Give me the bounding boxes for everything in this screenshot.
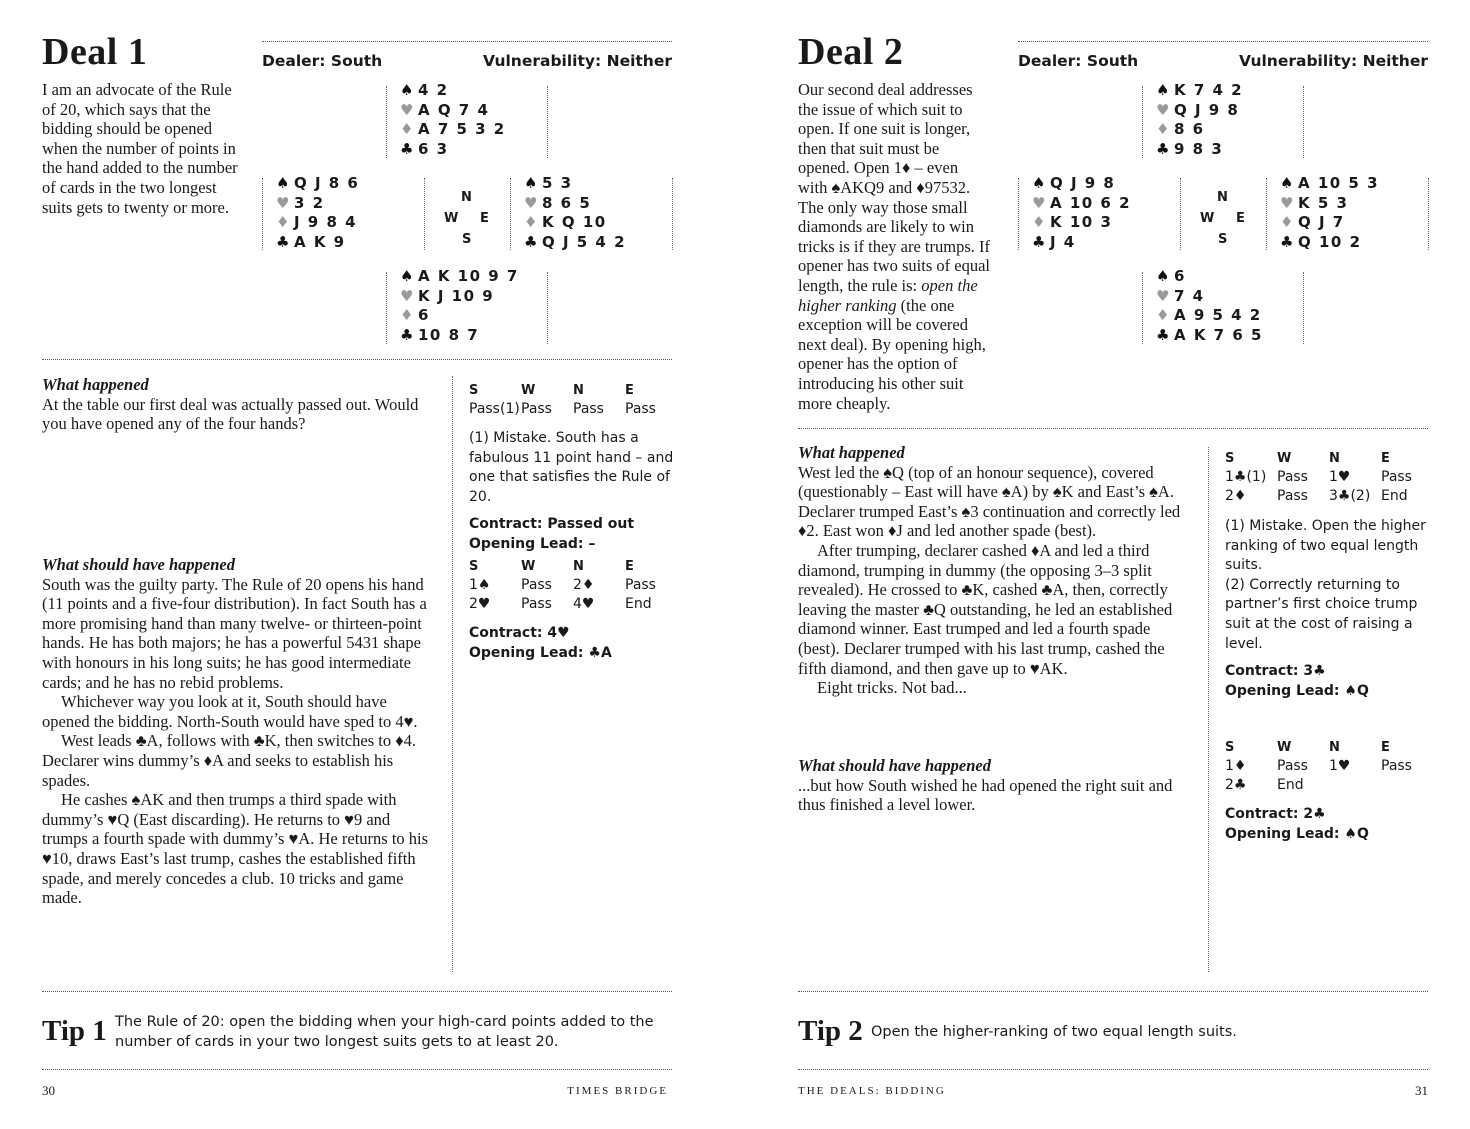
auction-bid: Pass — [1381, 468, 1412, 485]
column-divider — [452, 376, 453, 972]
heart-icon: ♥ — [524, 193, 538, 212]
auction-table — [469, 557, 677, 616]
east-spades: A 10 5 3 — [1298, 174, 1380, 192]
tip-rule — [42, 991, 672, 992]
south-spades: A K 10 9 7 — [418, 267, 519, 285]
south-clubs: 10 8 7 — [418, 325, 480, 344]
west-hand — [276, 174, 359, 252]
east-hand — [1280, 174, 1379, 252]
spade-icon: ♠ — [1156, 267, 1170, 285]
diamond-icon: ♦ — [1156, 306, 1170, 324]
column-divider — [1208, 447, 1209, 972]
what-happened-section — [798, 443, 1190, 698]
west-spades: Q J 9 8 — [1050, 174, 1116, 192]
deal-title: Deal 2 — [798, 31, 904, 73]
auction-bid: Pass — [1277, 468, 1308, 485]
divider — [1266, 178, 1267, 250]
north-hand — [400, 81, 506, 159]
north-clubs: 9 8 3 — [1174, 139, 1224, 158]
west-diamonds: K 10 3 — [1050, 213, 1113, 231]
section-heading: What should have happened — [798, 756, 991, 775]
north-diamonds: A 7 5 3 2 — [418, 120, 506, 138]
auction-header: N — [1329, 740, 1340, 756]
east-diamonds: Q J 7 — [1298, 213, 1345, 231]
paragraph: West led the ♠Q (top of an honour sequence), covered (questionably – East will have ♠A) by ♠K and East’s ♠A. Declarer trumped East’s ♠3 continuation and correctly led ♦2. East won ♦J and led another spade (best). — [798, 462, 1181, 541]
divider — [1428, 178, 1429, 250]
running-head: TIMES BRIDGE — [567, 1085, 668, 1097]
auction-bid: Pass — [1277, 757, 1308, 774]
should-have-section — [798, 756, 1190, 815]
auction-bid: 1♥ — [1329, 468, 1351, 485]
club-icon: ♣ — [1280, 232, 1294, 251]
auction-bid — [1329, 777, 1381, 797]
auction-bid: 2♥ — [469, 596, 491, 612]
auction-bid: 1♣(1) — [1225, 468, 1267, 485]
spade-icon: ♠ — [276, 174, 290, 192]
auction-header: S — [469, 559, 479, 575]
spade-icon: ♠ — [400, 81, 414, 99]
heart-icon: ♥ — [1156, 286, 1170, 305]
spade-icon: ♠ — [400, 267, 414, 285]
opening-lead: Opening Lead: ♠Q — [1225, 825, 1369, 842]
heart-icon: ♥ — [1156, 100, 1170, 119]
heart-icon: ♥ — [400, 100, 414, 119]
section-rule — [798, 428, 1428, 429]
south-spades: 6 — [1174, 267, 1186, 285]
auction-notes — [469, 624, 674, 663]
auction-notes — [1225, 805, 1430, 844]
paragraph: After trumping, declarer cashed ♦A and led a third diamond, trumping in dummy (the opposing 3–3 split revealed). He crossed to ♣K, cashed ♣A, then, correctly leaving the master ♣Q outstanding, he led an established diamond winner. East trumped and led a fourth spade (best). Declarer trumped with his last trump, cashed the fifth diamond, and then gave up to ♥AK. — [798, 540, 1173, 678]
heart-icon: ♥ — [400, 286, 414, 305]
intro-emphasis: open the higher ranking — [798, 275, 978, 315]
south-hand — [400, 267, 519, 345]
divider — [424, 178, 425, 250]
vulnerability-label: Vulnerability: Neither — [483, 52, 672, 70]
auction-header: W — [521, 559, 536, 575]
north-hand — [1156, 81, 1243, 159]
auction-bid: 1♦ — [1225, 757, 1247, 774]
diamond-icon: ♦ — [524, 213, 538, 231]
compass-south: S — [462, 232, 472, 247]
intro-part: (the one exception will be covered next deal). By opening high, opener has the option of introducing his other suit more cheaply. — [798, 295, 986, 413]
compass-north: N — [461, 190, 472, 205]
north-diamonds: 8 6 — [1174, 120, 1205, 138]
west-diamonds: J 9 8 4 — [294, 213, 358, 231]
auction-bid: 1♠ — [469, 576, 491, 593]
divider — [386, 86, 387, 158]
north-hearts: A Q 7 4 — [418, 100, 490, 119]
club-icon: ♣ — [400, 325, 414, 344]
opening-lead: Opening Lead: ♣A — [469, 644, 612, 661]
auction-bid: Pass — [1381, 757, 1412, 774]
deal-title: Deal 1 — [42, 31, 148, 73]
auction-bid: Pass — [573, 400, 604, 417]
divider — [1018, 178, 1019, 250]
compass-south: S — [1218, 232, 1228, 247]
paragraph: West leads ♣A, follows with ♣K, then switches to ♦4. Declarer wins dummy’s ♦A and seeks to establish his spades. — [42, 731, 417, 790]
auction-header: E — [1381, 740, 1390, 756]
auction-bid: 2♦ — [1225, 488, 1247, 504]
west-clubs: J 4 — [1050, 232, 1076, 251]
page-number: 31 — [1415, 1083, 1428, 1098]
auction-bid: 1♥ — [1329, 757, 1351, 774]
auction-header: S — [469, 383, 479, 399]
east-hearts: K 5 3 — [1298, 193, 1349, 212]
spade-icon: ♠ — [1280, 174, 1294, 192]
auction-header: W — [521, 383, 536, 399]
east-hand — [524, 174, 626, 252]
auction-bid: Pass — [625, 576, 656, 593]
auction-bid: 4♥ — [573, 596, 595, 612]
south-hearts: 7 4 — [1174, 286, 1205, 305]
north-hearts: Q J 9 8 — [1174, 100, 1240, 119]
paragraph: South was the guilty party. The Rule of 20 opens his hand (11 points and a five-four distribution). In fact South has a more promising hand than many twelve- or thirteen-point hands. He has both majors; he has a powerful 5431 shape with honours in his long suits; he has good intermediate cards; and he has no rebid problems. — [42, 574, 427, 692]
intro-text: I am an advocate of the Rule of 20, which says that the bidding should be opened when the number of points in the hand added to the number of cards in the two longest suits gets to twenty or more. — [42, 80, 238, 217]
running-head: THE DEALS: BIDDING — [798, 1085, 946, 1097]
auction-header: E — [625, 559, 634, 575]
header-rule — [262, 41, 672, 42]
south-hearts: K J 10 9 — [418, 286, 495, 305]
east-hearts: 8 6 5 — [542, 193, 592, 212]
north-spades: K 7 4 2 — [1174, 81, 1244, 99]
diamond-icon: ♦ — [1156, 120, 1170, 138]
contract: Contract: 2♣ — [1225, 806, 1326, 822]
auction-header: W — [1277, 451, 1292, 467]
auction-header: N — [1329, 451, 1340, 467]
west-spades: Q J 8 6 — [294, 174, 360, 192]
tip-label: Tip 1 — [42, 1015, 107, 1047]
should-have-section — [42, 555, 434, 908]
auction-bid: End — [1277, 777, 1304, 793]
auction-header: W — [1277, 740, 1292, 756]
divider — [510, 178, 511, 250]
paragraph: He cashes ♠AK and then trumps a third spade with dummy’s ♥Q (East discarding). He returns to ♥9 and trumps a fourth spade with dummy’s ♥A. He returns to his ♥10, draws East’s last trump, cashes the established fifth spade, and merely concedes a club. 10 tricks and game made. — [42, 790, 429, 908]
compass-north: N — [1217, 190, 1228, 205]
intro-text — [798, 80, 990, 413]
auction-bid: End — [1381, 488, 1408, 504]
east-clubs: Q J 5 4 2 — [542, 232, 627, 251]
compass-east: E — [480, 211, 489, 226]
auction-bid: Pass — [625, 400, 656, 417]
diamond-icon: ♦ — [1032, 213, 1046, 231]
auction-table — [1225, 449, 1433, 508]
auction-header: S — [1225, 740, 1235, 756]
opening-lead: Opening Lead: – — [469, 535, 596, 552]
auction-notes — [469, 429, 674, 555]
divider — [547, 86, 548, 158]
what-happened-section — [42, 375, 432, 434]
section-heading: What happened — [42, 375, 149, 394]
divider — [1180, 178, 1181, 250]
auction-notes — [1225, 517, 1430, 701]
north-clubs: 6 3 — [418, 139, 449, 158]
paragraph: Eight tricks. Not bad... — [817, 678, 967, 698]
auction-bid: Pass — [1277, 488, 1308, 504]
auction-bid: 2♣ — [1225, 777, 1247, 793]
south-clubs: A K 7 6 5 — [1174, 325, 1263, 344]
auction-table — [1225, 738, 1433, 797]
auction-bid: End — [625, 596, 652, 612]
right-page — [735, 0, 1470, 1129]
paragraph: Whichever way you look at it, South should have opened the bidding. North-South would have sped to 4♥. — [42, 692, 418, 731]
auction-bid: Pass — [521, 400, 552, 417]
divider — [1142, 272, 1143, 344]
dealer-label: Dealer: South — [1018, 52, 1139, 70]
heart-icon: ♥ — [276, 193, 290, 212]
tip-rule — [798, 991, 1428, 992]
dealer-label: Dealer: South — [262, 52, 383, 70]
south-hand — [1156, 267, 1263, 345]
intro-part: Our second deal addresses the issue of which suit to open. If one suit is longer, then that suit must be opened. Open 1♦ – even with ♠AKQ9 and ♦97532. The only way those small diamonds are likely to win tricks is if they are trumps. If opener has two suits of equal length, the rule is: — [798, 80, 990, 295]
heart-icon: ♥ — [1032, 193, 1046, 212]
note: (1) Mistake. Open the higher ranking of two equal length suits. — [1225, 518, 1426, 574]
club-icon: ♣ — [1156, 139, 1170, 158]
south-diamonds: 6 — [418, 306, 430, 324]
auction-bid: Pass — [521, 596, 552, 612]
club-icon: ♣ — [1156, 325, 1170, 344]
diamond-icon: ♦ — [1280, 213, 1294, 231]
compass-east: E — [1236, 211, 1245, 226]
spade-icon: ♠ — [524, 174, 538, 192]
diamond-icon: ♦ — [400, 306, 414, 324]
divider — [1142, 86, 1143, 158]
diamond-icon: ♦ — [276, 213, 290, 231]
contract: Contract: Passed out — [469, 516, 635, 533]
section-rule — [42, 359, 672, 360]
page-number: 30 — [42, 1083, 55, 1098]
tip-rule — [42, 1069, 672, 1070]
section-heading: What should have happened — [42, 555, 235, 574]
north-spades: 4 2 — [418, 81, 449, 99]
section-heading: What happened — [798, 443, 905, 462]
auction-header: N — [573, 383, 584, 399]
club-icon: ♣ — [276, 232, 290, 251]
tip-text: The Rule of 20: open the bidding when your high-card points added to the number of cards in your two longest suits gets to at least 20. — [115, 1014, 654, 1050]
spade-icon: ♠ — [1032, 174, 1046, 192]
compass-west: W — [1200, 211, 1215, 226]
tip-label: Tip 2 — [798, 1015, 863, 1047]
club-icon: ♣ — [400, 139, 414, 158]
paragraph: At the table our first deal was actually passed out. Would you have opened any of the four hands? — [42, 394, 419, 434]
heart-icon: ♥ — [1280, 193, 1294, 212]
auction-bid — [1381, 777, 1433, 797]
divider — [547, 272, 548, 344]
auction-header: E — [1381, 451, 1390, 467]
auction-bid: Pass — [521, 576, 552, 593]
diamond-icon: ♦ — [400, 120, 414, 138]
spade-icon: ♠ — [1156, 81, 1170, 99]
east-clubs: Q 10 2 — [1298, 232, 1362, 251]
auction-bid: 3♣(2) — [1329, 488, 1371, 504]
note: (1) Mistake. South has a fabulous 11 point hand – and one that satisfies the Rule of 20. — [469, 430, 674, 505]
auction-bid: 2♦ — [573, 576, 595, 593]
divider — [672, 178, 673, 250]
west-hearts: 3 2 — [294, 193, 325, 212]
auction-header: N — [573, 559, 584, 575]
compass-west: W — [444, 211, 459, 226]
auction-table — [469, 381, 677, 420]
west-clubs: A K 9 — [294, 232, 346, 251]
divider — [386, 272, 387, 344]
vulnerability-label: Vulnerability: Neither — [1239, 52, 1428, 70]
header-rule — [1018, 41, 1428, 42]
contract: Contract: 4♥ — [469, 625, 570, 641]
club-icon: ♣ — [524, 232, 538, 251]
tip-text: Open the higher-ranking of two equal length suits. — [871, 1024, 1237, 1040]
auction-header: S — [1225, 451, 1235, 467]
east-diamonds: K Q 10 — [542, 213, 607, 231]
west-hand — [1032, 174, 1131, 252]
divider — [1303, 86, 1304, 158]
opening-lead: Opening Lead: ♠Q — [1225, 682, 1369, 699]
east-spades: 5 3 — [542, 174, 573, 192]
club-icon: ♣ — [1032, 232, 1046, 251]
auction-bid: Pass(1) — [469, 400, 520, 417]
west-hearts: A 10 6 2 — [1050, 193, 1132, 212]
divider — [1303, 272, 1304, 344]
contract: Contract: 3♣ — [1225, 663, 1326, 680]
auction-header: E — [625, 383, 634, 399]
south-diamonds: A 9 5 4 2 — [1174, 306, 1262, 324]
tip-rule — [798, 1069, 1428, 1070]
note: (2) Correctly returning to partner’s first choice trump suit at the cost of raising a level. — [1225, 576, 1418, 652]
divider — [262, 178, 263, 250]
paragraph: ...but how South wished he had opened the right suit and thus finished a level lower. — [798, 775, 1173, 815]
